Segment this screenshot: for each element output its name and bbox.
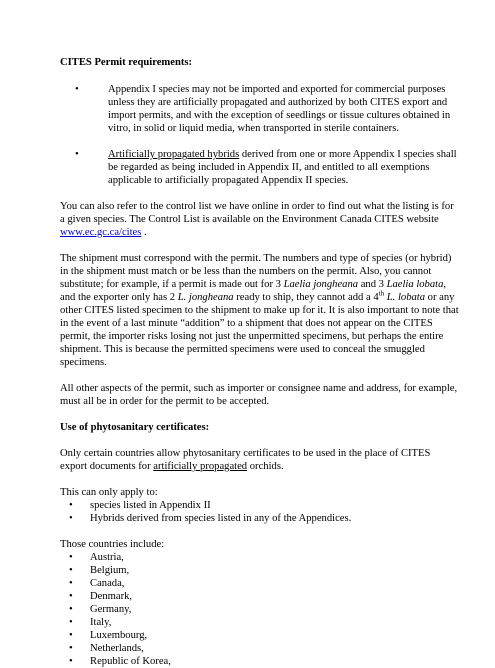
country-name: Belgium, (90, 565, 130, 576)
bullet-icon: • (69, 656, 73, 667)
country-name: Italy, (90, 617, 112, 628)
list-item (60, 148, 460, 187)
bullet-icon: • (69, 591, 73, 602)
list-item (60, 512, 460, 525)
country-item (60, 551, 460, 564)
countries-list (60, 551, 460, 668)
country-item (60, 616, 460, 629)
underlined-term: Artificially propagated hybrids (108, 149, 240, 160)
cites-website-link[interactable]: www.ec.gc.ca/cites (60, 227, 142, 238)
country-name: Luxembourg, (90, 630, 148, 641)
country-item (60, 629, 460, 642)
species-name: L. lobata (386, 292, 426, 303)
country-item (60, 655, 460, 668)
bullet-icon: • (69, 643, 73, 654)
country-name: Netherlands, (90, 643, 144, 654)
paragraph-other-aspects: All other aspects of the permit, such as importer or consignee name and address, for example, must all be in order for the permit to be accepted. (60, 383, 458, 407)
species-name: L. jongheana (177, 292, 234, 303)
country-item (60, 577, 460, 590)
superscript: th (378, 289, 385, 298)
list-item-text: Hybrids derived from species listed in any of the Appendices. (90, 513, 352, 524)
country-item (60, 564, 460, 577)
heading-cites-permit: CITES Permit requirements: (60, 57, 193, 68)
paragraph-shipment (60, 252, 460, 369)
paragraph-countries: Those countries include: (60, 539, 165, 550)
paragraph-text: , and the exporter only has 2 (60, 279, 447, 303)
permit-requirements-list (60, 83, 460, 187)
country-name: Republic of Korea, (90, 656, 171, 667)
paragraph-applies-to: This can only apply to: (60, 487, 158, 498)
paragraph-text: Only certain countries allow phytosanitary certificates to be used in the place of CITES export documents for (60, 448, 431, 472)
species-name: Laelia jongheana (283, 279, 359, 290)
list-item-text: Appendix I species may not be imported and exported for commercial purposes unless they are artificially propagated and authorized by both CITES export and import permits, and with the exception of seedlings or tissue cultures obtained in vitro, in solid or liquid media, when transported in sterile containers. (108, 84, 451, 134)
species-name: Laelia lobata (386, 279, 444, 290)
country-item (60, 603, 460, 616)
applies-to-list (60, 499, 460, 525)
underlined-term: artificially propagated (153, 461, 248, 472)
bullet-icon: • (69, 578, 73, 589)
paragraph-text: . (141, 227, 147, 238)
bullet-icon: • (69, 513, 73, 524)
list-item-text: species listed in Appendix II (90, 500, 211, 511)
paragraph-text: You can also refer to the control list we have online in order to find out what the listing is for a given species. The Control List is available on the Environment Canada CITES website (60, 201, 454, 225)
bullet-icon: • (75, 84, 79, 95)
country-name: Denmark, (90, 591, 133, 602)
country-name: Canada, (90, 578, 125, 589)
paragraph-text: and 3 (358, 279, 387, 290)
country-item (60, 590, 460, 603)
bullet-icon: • (75, 149, 79, 160)
country-name: Germany, (90, 604, 132, 615)
paragraph-text: or any other CITES listed specimen to the shipment to make up for it. It is also important to note that in the event of a last minute “addition” to a shipment that does not appear on the CITES permit, the importer risks losing not just the unpermitted specimens, but perhaps the entire shipment. This is because the permitted specimens were used to conceal the smuggled specimens. (60, 292, 459, 368)
paragraph-control-list (60, 200, 460, 239)
paragraph-text: ready to ship, they cannot add a 4 (233, 292, 379, 303)
bullet-icon: • (69, 565, 73, 576)
bullet-icon: • (69, 552, 73, 563)
heading-phytosanitary: Use of phytosanitary certificates: (60, 422, 210, 433)
bullet-icon: • (69, 500, 73, 511)
country-item (60, 642, 460, 655)
list-item-text: derived from one or more Appendix I species shall be regarded as being included in Appendix II, and entitled to all exemptions applicable to artificially propagated Appendix II species. (108, 149, 457, 186)
bullet-icon: • (69, 604, 73, 615)
paragraph-text: orchids. (247, 461, 284, 472)
bullet-icon: • (69, 617, 73, 628)
document-page (60, 56, 460, 668)
list-item (60, 83, 460, 135)
country-name: Austria, (90, 552, 124, 563)
paragraph-phytosanitary (60, 447, 460, 473)
bullet-icon: • (69, 630, 73, 641)
paragraph-text: The shipment must correspond with the permit. The numbers and type of species (or hybrid) in the shipment must match or be less than the numbers on the permit. Also, you cannot substitute; for example, if a permit is made out for 3 (60, 253, 452, 290)
list-item (60, 499, 460, 512)
